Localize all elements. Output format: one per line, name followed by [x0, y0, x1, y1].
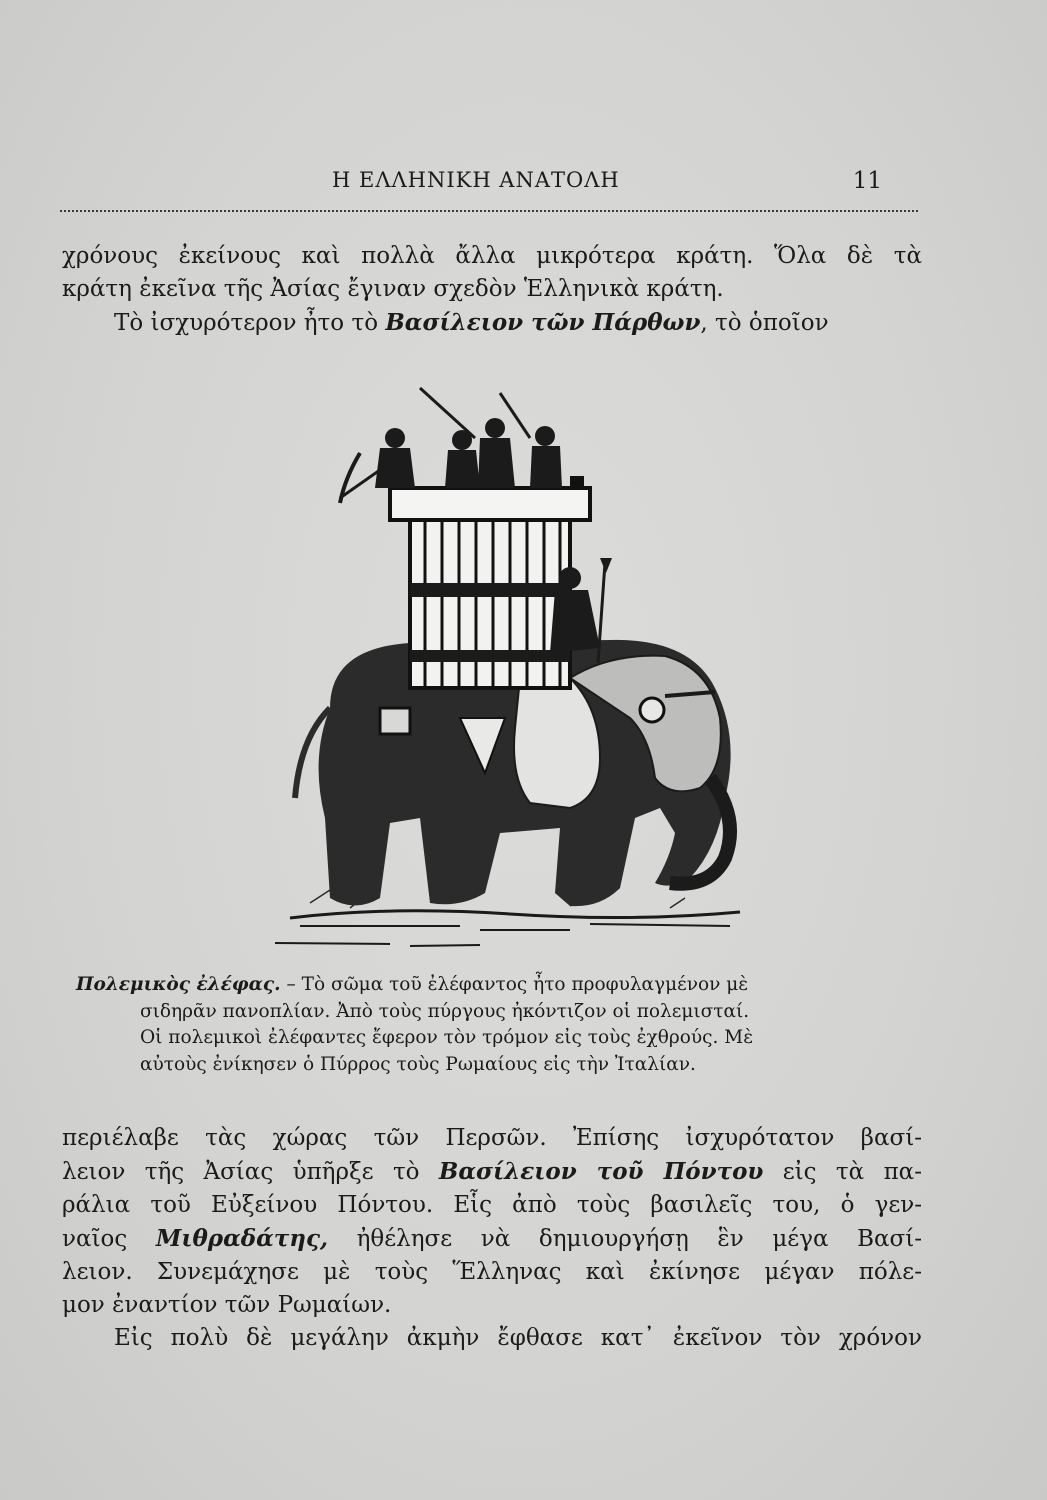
text-fragment: εἰς τὰ πα-: [763, 1159, 922, 1185]
text-line: κράτη ἐκεῖνα τῆς Ἀσίας ἔγιναν σχεδὸν Ἑλληνικὰ κράτη.: [62, 276, 724, 302]
text-line: Εἰς πολὺ δὲ μεγάλην ἀκμὴν ἔφθασε κατ᾽ ἐκεῖνον τὸν χρόνον: [114, 1325, 922, 1351]
caption-line: σιδηρᾶν πανοπλίαν. Ἀπὸ τοὺς πύργους ἠκόντιζον οἱ πολεμισταί.: [140, 1000, 750, 1022]
page-number: 11: [852, 168, 882, 194]
text-fragment: ναῖος: [62, 1226, 156, 1252]
text-fragment: λειον τῆς Ἀσίας ὑπῆρξε τὸ: [62, 1159, 439, 1185]
caption-line: αὐτοὺς ἐνίκησεν ὁ Πύρρος τοὺς Ρωμαίους εἰς τὴν Ἰταλίαν.: [140, 1053, 696, 1075]
caption-title: Πολεμικὸς ἐλέφας.: [76, 974, 281, 995]
text-line: περιέλαβε τὰς χώρας τῶν Περσῶν. Ἐπίσης ἰσχυρότατον βασί-: [62, 1125, 922, 1151]
text-fragment: , τὸ ὁποῖον: [700, 310, 829, 336]
caption-text: – Τὸ σῶμα τοῦ ἐλέφαντος ἦτο προφυλαγμένον μὲ: [280, 974, 749, 995]
page-header: [60, 168, 920, 204]
bottom-paragraph: [62, 1122, 922, 1355]
text-line: [62, 1155, 922, 1189]
war-elephant-illustration: [270, 378, 750, 956]
top-paragraph: [62, 240, 922, 340]
kingdom-pontus: Βασίλειον τοῦ Πόντου: [438, 1158, 764, 1185]
kingdom-parthians: Βασίλειον τῶν Πάρθων: [385, 309, 701, 336]
caption-line: Οἱ πολεμικοὶ ἐλέφαντες ἔφερον τὸν τρόμον εἰς τοὺς ἐχθρούς. Μὲ: [140, 1027, 754, 1048]
figure-caption: [76, 972, 936, 1078]
caption-line: [76, 972, 936, 999]
header-rule: [60, 210, 918, 212]
text-line: ράλια τοῦ Εὐξείνου Πόντου. Εἷς ἀπὸ τοὺς βασιλεῖς του, ὁ γεν-: [62, 1192, 922, 1218]
text-line: λειον. Συνεμάχησε μὲ τοὺς Ἕλληνας καὶ ἐκίνησε μέγαν πόλε-: [62, 1259, 922, 1285]
running-title: Η ΕΛΛΗΝΙΚΗ ΑΝΑΤΟΛΗ: [332, 168, 620, 192]
text-line: [62, 306, 922, 340]
text-fragment: ἠθέλησε νὰ δημιουργήσῃ ἓν μέγα Βασί-: [328, 1226, 922, 1252]
warriors: [340, 388, 562, 503]
text-fragment: Τὸ ἰσχυρότερον ἦτο τὸ: [114, 310, 386, 336]
text-line: μον ἐναντίον τῶν Ρωμαίων.: [62, 1292, 392, 1318]
text-line: χρόνους ἐκείνους καὶ πολλὰ ἄλλα μικρότερα κράτη. Ὅλα δὲ τὰ: [62, 243, 922, 269]
mithridates-name: Μιθραδάτης,: [155, 1225, 329, 1252]
text-line: [62, 1222, 922, 1256]
